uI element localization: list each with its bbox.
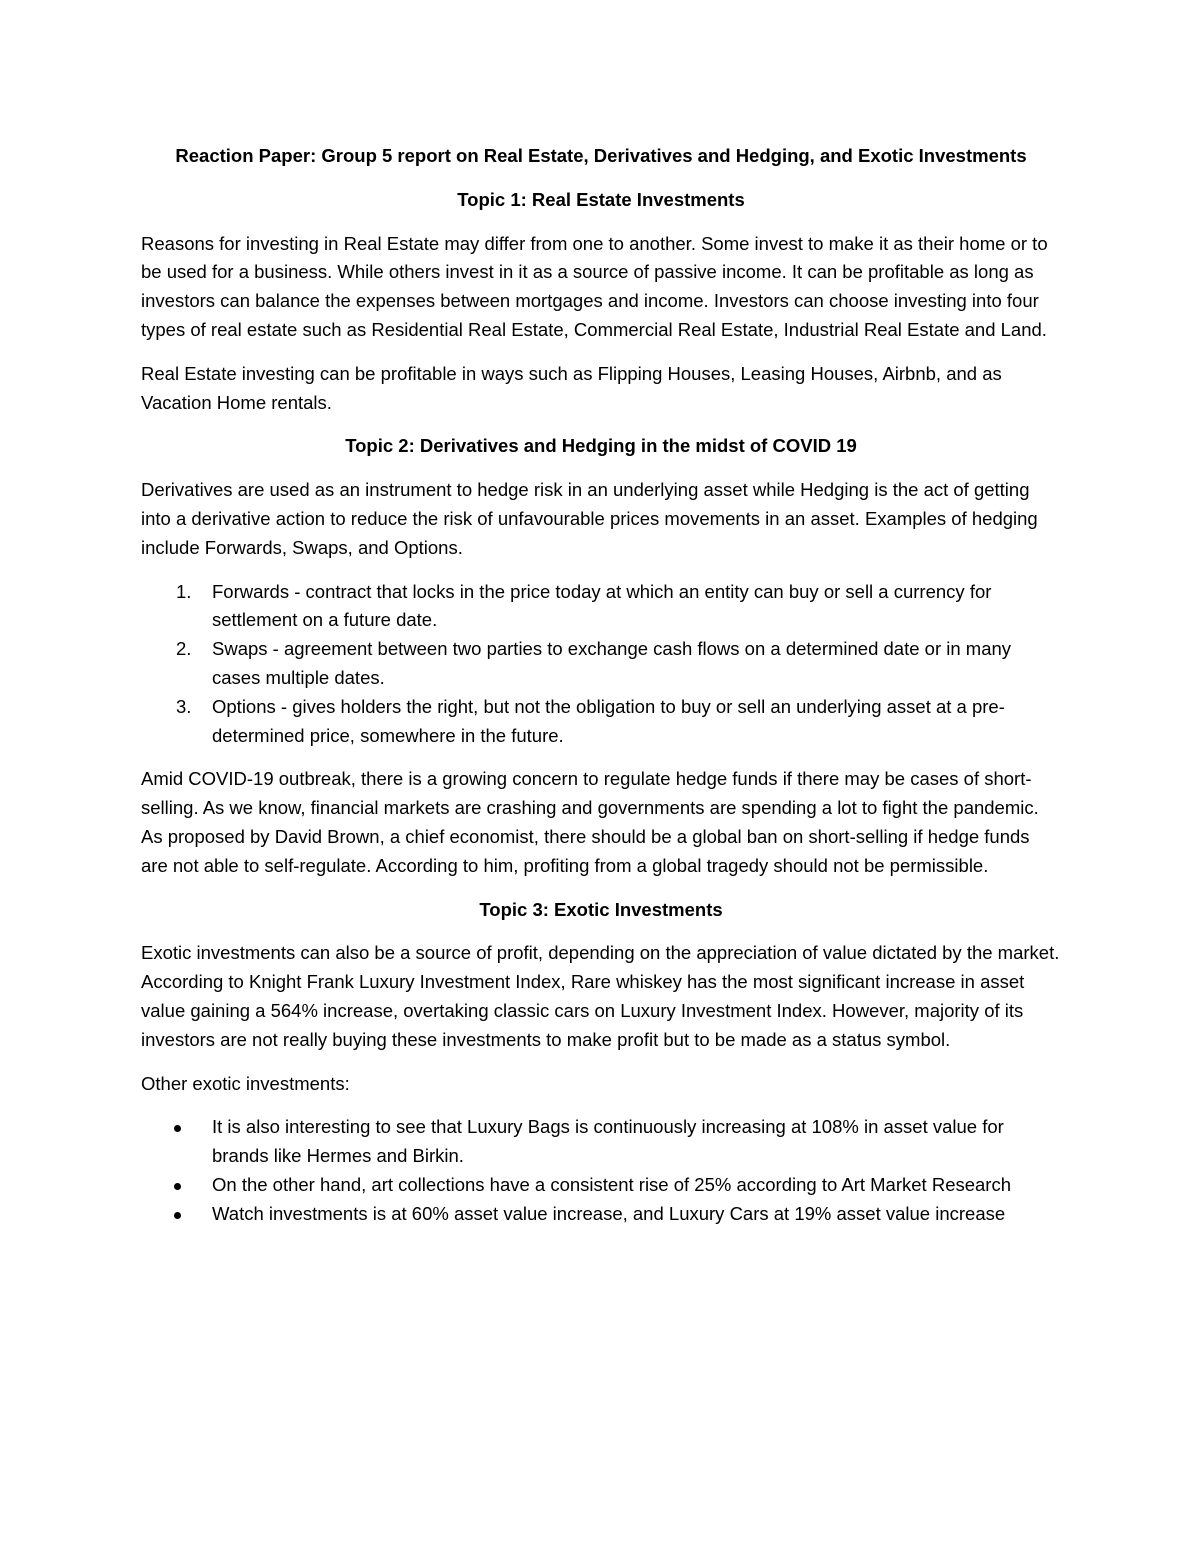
list-item-text: Forwards - contract that locks in the price today at which an entity can buy or sell a currency for settlement on a future date. — [212, 580, 992, 631]
list-item — [141, 578, 1061, 636]
topic2-closing-paragraph: Amid COVID-19 outbreak, there is a growing concern to regulate hedge funds if there may be cases of short-selling. As we know, financial markets are crashing and governments are spending a lot to fight the pandemic. As proposed by David Brown, a chief economist, there should be a global ban on short-selling if hedge funds are not able to self-regulate. According to him, profiting from a global tragedy should not be permissible. — [141, 768, 1039, 876]
topic3-heading: Topic 3: Exotic Investments — [479, 898, 723, 920]
topic1-paragraph-2: Real Estate investing can be profitable in ways such as Flipping Houses, Leasing Houses, Airbnb, and as Vacation Home rentals. — [141, 362, 1002, 413]
list-item-number: 2. — [176, 638, 192, 660]
topic2-heading: Topic 2: Derivatives and Hedging in the midst of COVID 19 — [345, 435, 857, 457]
document-title: Reaction Paper: Group 5 report on Real Estate, Derivatives and Hedging, and Exotic Investments — [175, 145, 1027, 166]
other-investments-label: Other exotic investments: — [141, 1072, 350, 1094]
topic2-intro-paragraph: Derivatives are used as an instrument to hedge risk in an underlying asset while Hedging is the act of getting into a derivative action to reduce the risk of unfavourable prices movements in an asset. Examples of hedging include Forwards, Swaps, and Options. — [141, 479, 1038, 558]
exotic-investments-list — [141, 1113, 1061, 1228]
list-item — [141, 693, 1061, 751]
bullet-icon — [174, 1125, 181, 1132]
list-item-text: Swaps - agreement between two parties to exchange cash flows on a determined date or in many cases multiple dates. — [212, 638, 1012, 688]
list-item-text: It is also interesting to see that Luxury Bags is continuously increasing at 108% in asset value for brands like Hermes and Birkin. — [212, 1116, 1004, 1167]
list-item — [141, 635, 1061, 693]
topic1-heading: Topic 1: Real Estate Investments — [457, 188, 745, 210]
list-item — [141, 1200, 1061, 1229]
document-body — [141, 142, 1061, 1229]
list-item-number: 1. — [176, 580, 192, 602]
list-item — [141, 1171, 1061, 1200]
hedging-examples-list — [141, 578, 1061, 751]
topic1-paragraph-1: Reasons for investing in Real Estate may differ from one to another. Some invest to make it as their home or to be used for a business. While others invest in it as a source of passive income. It can be profitable as long as investors can balance the expenses between mortgages and income. Investors can choose investing into four types of real estate such as Residential Real Estate, Commercial Real Estate, Industrial Real Estate and Land. — [141, 232, 1048, 340]
list-item-text: Options - gives holders the right, but not the obligation to buy or sell an underlying asset at a pre-determined price, somewhere in the future. — [212, 695, 1005, 746]
list-item-text: Watch investments is at 60% asset value increase, and Luxury Cars at 19% asset value increase — [212, 1202, 1006, 1224]
bullet-icon — [174, 1212, 181, 1219]
list-item — [141, 1113, 1061, 1171]
list-item-text: On the other hand, art collections have a consistent rise of 25% according to Art Market Research — [212, 1173, 1012, 1195]
list-item-number: 3. — [176, 695, 192, 717]
topic3-intro-paragraph: Exotic investments can also be a source of profit, depending on the appreciation of value dictated by the market. According to Knight Frank Luxury Investment Index, Rare whiskey has the most significant increase in asset value gaining a 564% increase, overtaking classic cars on Luxury Investment Index. However, majority of its investors are not really buying these investments to make profit but to be made as a status symbol. — [141, 942, 1060, 1050]
bullet-icon — [174, 1183, 181, 1190]
